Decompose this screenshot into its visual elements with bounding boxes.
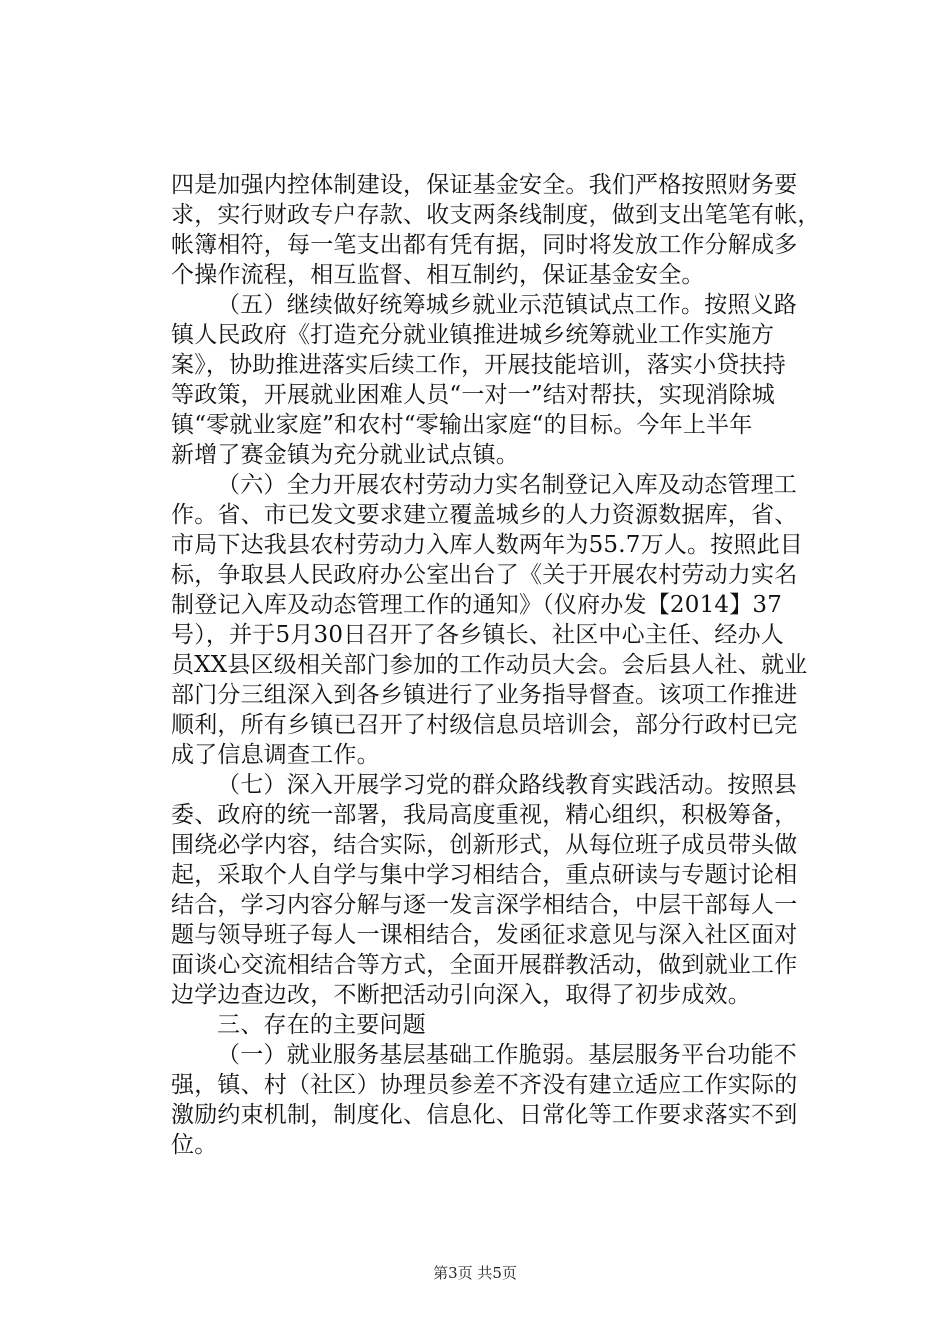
text-line: 围绕必学内容，结合实际，创新形式，从每位班子成员带头做 [171,832,798,858]
text-line: （一）就业服务基层基础工作脆弱。基层服务平台功能不 [217,1042,797,1068]
text-line: 等政策，开展就业困难人员“一对一”结对帮扶，实现消除城 [171,382,775,408]
text-line: 强，镇、村（社区）协理员参差不齐没有建立适应工作实际的 [171,1072,798,1098]
text-line: 四是加强内控体制建设，保证基金安全。我们严格按照财务要 [171,172,798,198]
text-line: 边学边查边改，不断把活动引向深入，取得了初步成效。 [171,982,751,1008]
text-line: 结合，学习内容分解与逐一发言深学相结合，中层干部每人一 [171,892,798,918]
page-footer: 第3页 共5页 [433,1264,517,1282]
text-line: 委、政府的统一部署，我局高度重视，精心组织，积极筹备， [171,802,798,828]
text-line: 个操作流程，相互监督、相互制约，保证基金安全。 [171,262,705,288]
text-line: （七）深入开展学习党的群众路线教育实践活动。按照县 [217,772,797,798]
text-line: 案》，协助推进落实后续工作，开展技能培训，落实小贷扶持 [171,352,786,378]
text-line: 标，争取县人民政府办公室出台了《关于开展农村劳动力实名 [171,562,798,588]
text-line: 位。 [171,1132,218,1158]
document-body [171,170,821,1160]
text-line: 部门分三组深入到各乡镇进行了业务指导督查。该项工作推进 [171,682,798,708]
text-line: 镇人民政府《打造充分就业镇推进城乡统筹就业工作实施方 [171,322,775,348]
text-line: 起，采取个人自学与集中学习相结合，重点研读与专题讨论相 [171,862,798,888]
text-line: 激励约束机制，制度化、信息化、日常化等工作要求落实不到 [171,1102,798,1128]
text-line: 制登记入库及动态管理工作的通知》（仪府办发【2014】37 [171,592,783,618]
text-line: （五）继续做好统筹城乡就业示范镇试点工作。按照义路 [217,292,797,318]
text-line: 成了信息调查工作。 [171,742,380,768]
text-line: 面谈心交流相结合等方式，全面开展群教活动，做到就业工作 [171,952,798,978]
text-line: 新增了赛金镇为充分就业试点镇。 [171,442,519,468]
text-line: 号），并于5月30日召开了各乡镇长、社区中心主任、经办人 [171,622,784,648]
text-line: 三、存在的主要问题 [217,1012,426,1038]
text-line: 顺利，所有乡镇已召开了村级信息员培训会，部分行政村已完 [171,712,798,738]
text-line: 市局下达我县农村劳动力入库人数两年为55.7万人。按照此目 [171,532,804,558]
text-line: 作。省、市已发文要求建立覆盖城乡的人力资源数据库，省、 [171,502,798,528]
text-line: 求，实行财政专户存款、收支两条线制度，做到支出笔笔有帐， [171,202,821,228]
text-line: 题与领导班子每人一课相结合，发函征求意见与深入社区面对 [171,922,798,948]
text-line: 员XX县区级相关部门参加的工作动员大会。会后县人社、就业 [171,652,808,678]
text-line: 镇“零就业家庭”和农村“零输出家庭“的目标。今年上半年 [171,412,753,438]
text-line: （六）全力开展农村劳动力实名制登记入库及动态管理工 [217,472,797,498]
text-line: 帐簿相符，每一笔支出都有凭有据，同时将发放工作分解成多 [171,232,798,258]
